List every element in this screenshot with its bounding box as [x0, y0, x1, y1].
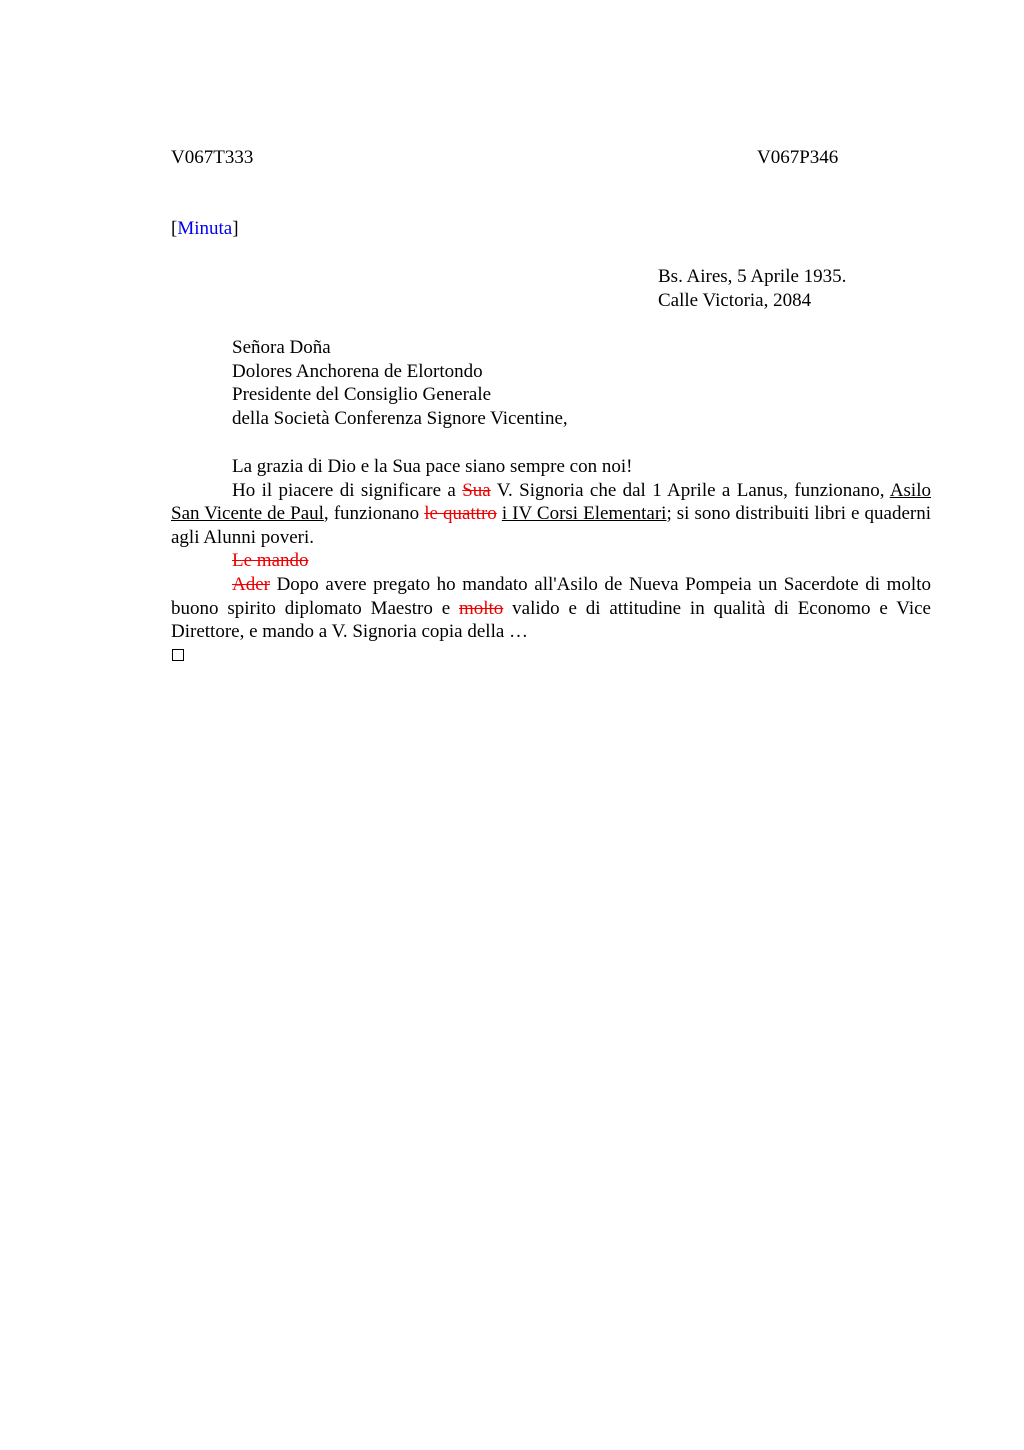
text-run: V. Signoria che dal 1 Aprile a Lanus, funzionano, — [490, 479, 890, 501]
document-code-right: V067P346 — [757, 147, 839, 168]
dateline-place-date: Bs. Aires, 5 Aprile 1935. — [658, 266, 847, 287]
deleted-text: Ader — [232, 573, 270, 595]
square-outline-icon — [172, 649, 184, 661]
text-run: ; si sono distribuiti libri e quaderni agli Alunni poveri. — [171, 503, 931, 548]
text-run: Ho il piacere di significare a — [232, 479, 463, 501]
underlined-text: i IV Corsi Elementari — [501, 503, 667, 525]
text-run: , funzionano — [323, 503, 425, 525]
deleted-text: molto — [458, 597, 504, 619]
text-run: Dopo avere pregato ho mandato all'Asilo de Nueva Pompeia un Sacerdote di molto buono spirito diplomato Maestro e — [171, 573, 931, 619]
recipient-line-2: Dolores Anchorena de Elortondo — [232, 360, 483, 382]
minuta-label — [171, 217, 239, 241]
text-run: valido e di attitudine in qualità di Economo e Vice Direttore, e mando a V. Signoria copia della … — [171, 597, 931, 643]
bracket-close: ] — [232, 218, 239, 239]
recipient-line-1: Señora Doña — [232, 337, 331, 358]
underlined-text: Asilo San Vicente de Paul — [171, 479, 931, 525]
bracket-open: [ — [171, 218, 178, 239]
dateline — [658, 265, 846, 312]
recipient-block — [232, 336, 568, 430]
deleted-text: Le mando — [232, 550, 309, 572]
minuta-link[interactable]: Minuta — [177, 218, 233, 239]
dateline-address: Calle Victoria, 2084 — [658, 289, 812, 311]
deleted-text: Sua — [462, 479, 491, 501]
recipient-line-3: Presidente del Consiglio Generale — [232, 384, 492, 406]
body-paragraph-1: La grazia di Dio e la Sua pace siano sempre con noi! — [232, 456, 633, 477]
body-paragraph-3 — [171, 549, 931, 573]
deleted-text: le quattro — [424, 503, 497, 525]
document-code-left: V067T333 — [171, 147, 254, 168]
body-paragraph-2 — [171, 479, 931, 550]
body-paragraph-4 — [171, 573, 931, 644]
recipient-line-4: della Società Conferenza Signore Vicentine, — [232, 407, 568, 429]
letter-body — [171, 455, 931, 644]
